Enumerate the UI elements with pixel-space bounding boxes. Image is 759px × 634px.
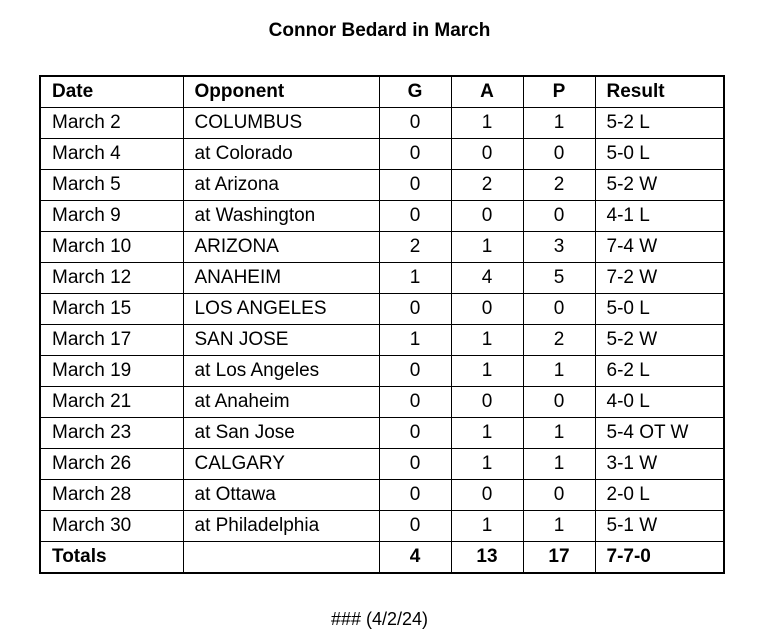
totals-label: Totals — [40, 542, 183, 574]
totals-row — [40, 542, 724, 574]
cell-goals: 0 — [379, 139, 451, 170]
totals-goals: 4 — [379, 542, 451, 574]
cell-date: March 15 — [40, 294, 183, 325]
cell-opponent: ANAHEIM — [183, 263, 379, 294]
cell-date: March 17 — [40, 325, 183, 356]
cell-goals: 0 — [379, 511, 451, 542]
cell-opponent: at Los Angeles — [183, 356, 379, 387]
cell-assists: 0 — [451, 294, 523, 325]
cell-goals: 0 — [379, 201, 451, 232]
cell-date: March 30 — [40, 511, 183, 542]
cell-goals: 0 — [379, 449, 451, 480]
totals-points: 17 — [523, 542, 595, 574]
cell-assists: 0 — [451, 139, 523, 170]
cell-goals: 0 — [379, 356, 451, 387]
cell-assists: 1 — [451, 511, 523, 542]
cell-opponent: at Philadelphia — [183, 511, 379, 542]
cell-date: March 2 — [40, 108, 183, 139]
cell-date: March 28 — [40, 480, 183, 511]
cell-points: 0 — [523, 480, 595, 511]
cell-date: March 19 — [40, 356, 183, 387]
page-title: Connor Bedard in March — [268, 20, 491, 41]
table-row — [40, 511, 724, 542]
cell-assists: 1 — [451, 108, 523, 139]
cell-goals: 1 — [379, 263, 451, 294]
cell-goals: 0 — [379, 294, 451, 325]
cell-goals: 1 — [379, 325, 451, 356]
cell-assists: 1 — [451, 449, 523, 480]
table-row — [40, 139, 724, 170]
cell-opponent: at Ottawa — [183, 480, 379, 511]
cell-result: 5-0 L — [595, 294, 724, 325]
cell-points: 5 — [523, 263, 595, 294]
cell-opponent: at Colorado — [183, 139, 379, 170]
cell-date: March 26 — [40, 449, 183, 480]
cell-date: March 21 — [40, 387, 183, 418]
header-points: P — [523, 76, 595, 108]
cell-assists: 1 — [451, 356, 523, 387]
cell-date: March 10 — [40, 232, 183, 263]
header-assists: A — [451, 76, 523, 108]
cell-opponent: COLUMBUS — [183, 108, 379, 139]
cell-goals: 0 — [379, 108, 451, 139]
cell-assists: 4 — [451, 263, 523, 294]
table-row — [40, 480, 724, 511]
cell-date: March 9 — [40, 201, 183, 232]
table-row — [40, 263, 724, 294]
cell-opponent: at Arizona — [183, 170, 379, 201]
cell-goals: 0 — [379, 170, 451, 201]
table-row — [40, 232, 724, 263]
cell-points: 0 — [523, 139, 595, 170]
cell-result: 6-2 L — [595, 356, 724, 387]
cell-points: 1 — [523, 418, 595, 449]
cell-points: 2 — [523, 170, 595, 201]
cell-points: 0 — [523, 387, 595, 418]
header-opponent: Opponent — [183, 76, 379, 108]
cell-opponent: ARIZONA — [183, 232, 379, 263]
cell-result: 5-2 W — [595, 325, 724, 356]
cell-points: 1 — [523, 108, 595, 139]
cell-opponent: at Washington — [183, 201, 379, 232]
table-row — [40, 294, 724, 325]
totals-opponent — [183, 542, 379, 574]
footer-note: ### (4/2/24) — [330, 609, 429, 629]
cell-result: 4-1 L — [595, 201, 724, 232]
table-row — [40, 170, 724, 201]
cell-assists: 1 — [451, 418, 523, 449]
cell-result: 4-0 L — [595, 387, 724, 418]
cell-goals: 0 — [379, 480, 451, 511]
table-row — [40, 325, 724, 356]
cell-opponent: SAN JOSE — [183, 325, 379, 356]
cell-assists: 1 — [451, 325, 523, 356]
table-row — [40, 387, 724, 418]
cell-result: 7-4 W — [595, 232, 724, 263]
table-row — [40, 449, 724, 480]
cell-goals: 0 — [379, 418, 451, 449]
totals-assists: 13 — [451, 542, 523, 574]
totals-record: 7-7-0 — [595, 542, 724, 574]
cell-points: 0 — [523, 294, 595, 325]
cell-points: 1 — [523, 356, 595, 387]
cell-points: 1 — [523, 511, 595, 542]
cell-assists: 1 — [451, 232, 523, 263]
table-row — [40, 201, 724, 232]
cell-assists: 0 — [451, 480, 523, 511]
cell-result: 5-1 W — [595, 511, 724, 542]
cell-points: 3 — [523, 232, 595, 263]
cell-opponent: at Anaheim — [183, 387, 379, 418]
cell-result: 2-0 L — [595, 480, 724, 511]
cell-date: March 4 — [40, 139, 183, 170]
cell-opponent: at San Jose — [183, 418, 379, 449]
cell-result: 7-2 W — [595, 263, 724, 294]
cell-points: 2 — [523, 325, 595, 356]
cell-result: 5-0 L — [595, 139, 724, 170]
cell-goals: 2 — [379, 232, 451, 263]
cell-assists: 0 — [451, 387, 523, 418]
cell-result: 5-2 W — [595, 170, 724, 201]
cell-opponent: LOS ANGELES — [183, 294, 379, 325]
table-row — [40, 418, 724, 449]
header-row — [40, 76, 724, 108]
table-row — [40, 356, 724, 387]
cell-result: 3-1 W — [595, 449, 724, 480]
header-goals: G — [379, 76, 451, 108]
cell-date: March 5 — [40, 170, 183, 201]
cell-result: 5-4 OT W — [595, 418, 724, 449]
header-date: Date — [40, 76, 183, 108]
cell-points: 1 — [523, 449, 595, 480]
stats-table — [39, 75, 725, 574]
cell-result: 5-2 L — [595, 108, 724, 139]
cell-assists: 0 — [451, 201, 523, 232]
cell-date: March 23 — [40, 418, 183, 449]
cell-points: 0 — [523, 201, 595, 232]
table-row — [40, 108, 724, 139]
cell-opponent: CALGARY — [183, 449, 379, 480]
cell-goals: 0 — [379, 387, 451, 418]
cell-date: March 12 — [40, 263, 183, 294]
cell-assists: 2 — [451, 170, 523, 201]
header-result: Result — [595, 76, 724, 108]
